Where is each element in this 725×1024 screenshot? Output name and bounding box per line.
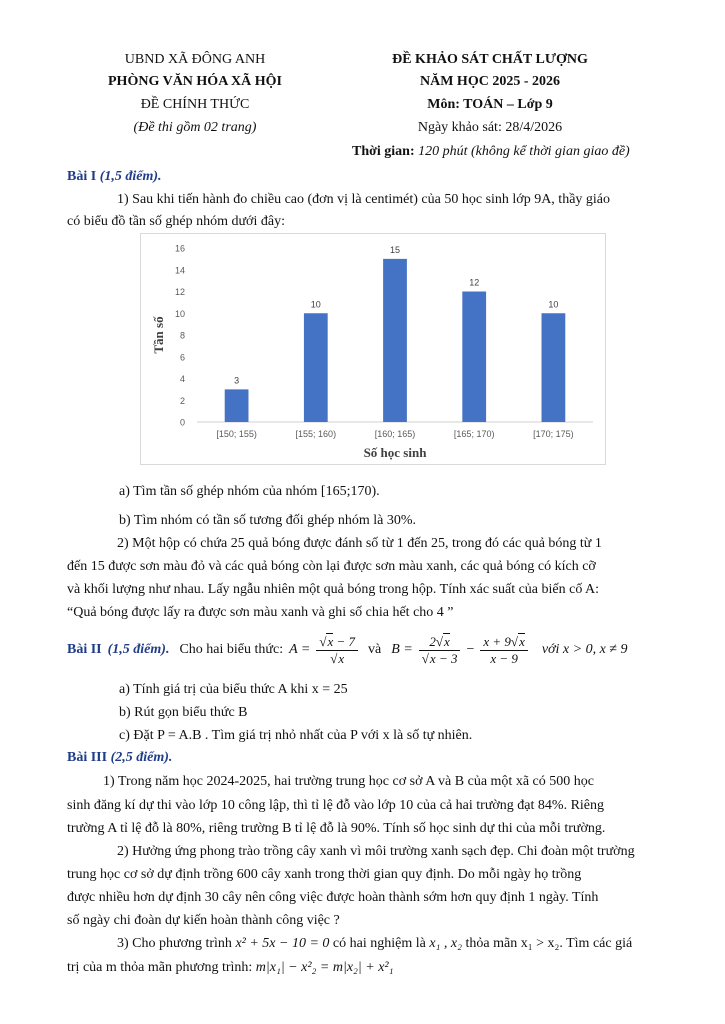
data-label: 12 (469, 277, 480, 288)
frequency-bar-chart (140, 233, 606, 465)
y-tick-label: 2 (179, 395, 185, 406)
bai1-q1-line1: 1) Sau khi tiến hành đo chiều cao (đơn vị là centimét) của 50 học sinh lớp 9A, thầy giáo (117, 192, 611, 207)
bai3-points: (2,5 điểm). (110, 750, 173, 765)
bai3-q3-line2-pre: trị của m thỏa mãn phương trình: (67, 960, 253, 975)
header-left-line-2: PHÒNG VĂN HÓA XÃ HỘI (108, 74, 282, 89)
y-tick-label: 6 (179, 352, 185, 363)
bai1-q2-line4: “Quả bóng được lấy ra được sơn màu xanh và ghi số chia hết cho 4 ” (67, 605, 454, 620)
y-axis-title: Tần số (151, 316, 166, 354)
expr-b1-num-radicand: x (444, 633, 450, 649)
bai3-q2-line1: 2) Hưởng ứng phong trào trồng cây xanh vì môi trường xanh sạch đẹp. Chi đoàn một trường (117, 844, 635, 859)
bai3-title: Bài III (67, 750, 108, 765)
bai1-points: (1,5 điểm). (99, 169, 162, 184)
exam-time (352, 144, 630, 160)
bai3-q3-mid: có hai nghiệm là (332, 936, 426, 951)
x-tick-label: [170; 175) (533, 429, 574, 439)
bai1-qb: b) Tìm nhóm có tần số tương đối ghép nhóm là 30%. (119, 513, 417, 528)
bai1-q2-line3: và khối lượng như nhau. Lấy ngẫu nhiên một quả bóng trong hộp. Tính xác suất của biến cố A: (67, 582, 600, 597)
expr-b1-num-coef: 2 (429, 633, 436, 649)
header-right-line-1: ĐỀ KHẢO SÁT CHẤT LƯỢNG (392, 52, 588, 67)
x-tick-label: [150; 155) (216, 429, 257, 439)
bai1-q1-line2: có biểu đồ tần số ghép nhóm dưới đây: (67, 214, 285, 229)
bai2-qc: c) Đặt P = A.B . Tìm giá trị nhỏ nhất của P với x là số tự nhiên. (119, 728, 473, 743)
expr-b-label: B = (391, 642, 413, 657)
data-label: 15 (389, 244, 401, 255)
expr-b2-den: x − 9 (490, 650, 518, 666)
x-tick-label: [160; 165) (374, 429, 416, 439)
bai2-title: Bài II (67, 642, 102, 657)
bai3-q2-line2: trung học cơ sở dự định trồng 600 cây xanh trong thời gian quy định. Do mỗi ngày họ trồng (67, 867, 582, 882)
header-left-line-1: UBND XÃ ĐÔNG ANH (124, 52, 266, 67)
expr-b1-den-rest: − 3 (435, 650, 458, 666)
expr-b2-num-radicand: x (519, 633, 525, 649)
expr-b-fraction-1: $\frac{2√x}{√x - 3}$ (419, 634, 461, 667)
bai2-condition: với x > 0, x ≠ 9 (541, 642, 628, 657)
bai1-title: Bài I (67, 169, 97, 184)
bai3-q3-line1 (67, 933, 725, 955)
bai3-q1-line1: 1) Trong năm học 2024-2025, hai trường trung học cơ sở A và B của một xã có 500 học (103, 774, 594, 789)
bai3-q3-roots: x₁ , x₂ (429, 936, 462, 951)
bai3-q3-post: thỏa mãn x₁ > x₂. Tìm các giá (465, 936, 633, 951)
bai3-heading (67, 747, 675, 769)
exam-time-label: Thời gian: (352, 144, 415, 159)
x-tick-label: [165; 170) (453, 429, 495, 439)
header-left-line-4: (Đề thi gồm 02 trang) (133, 120, 257, 135)
data-label: 10 (548, 299, 559, 310)
expr-b-minus: − (466, 642, 475, 657)
bai1-heading (67, 166, 675, 188)
bai3-q1-line3: trường A tỉ lệ đỗ là 80%, riêng trường B tỉ lệ đỗ là 90%. Tính số học sinh dự thi của mỗi trường. (67, 821, 606, 836)
bai2-intro: Cho hai biểu thức: (179, 642, 284, 657)
bai2-qb: b) Rút gọn biểu thức B (119, 705, 248, 720)
y-tick-label: 4 (179, 374, 185, 384)
bai3-q3-line2 (67, 957, 675, 979)
y-tick-label: 10 (174, 308, 185, 319)
exam-time-value: 120 phút (không kể thời gian giao đề) (418, 144, 630, 159)
bai2-qa: a) Tính giá trị của biểu thức A khi x = 25 (119, 682, 348, 697)
expr-a-num-radicand: x (327, 633, 334, 649)
y-tick-label: 14 (174, 265, 185, 276)
bai1-q2-line2: đến 15 được sơn màu đỏ và các quả bóng còn lại được sơn màu xanh, các quả bóng có kích cỡ (67, 559, 596, 574)
bai1-qa: a) Tìm tần số ghép nhóm của nhóm [165;170). (119, 484, 380, 499)
bai3-q3-equation: x² + 5x − 10 = 0 (235, 936, 330, 951)
bai3-q2-line3: được nhiều hơn dự định 30 cây nên công việc được hoàn thành sớm hơn quy định 1 ngày. Tính (67, 890, 599, 905)
bar (542, 313, 566, 422)
y-tick-label: 12 (174, 287, 185, 297)
bar (304, 313, 328, 422)
header-right-line-2: NĂM HỌC 2025 - 2026 (420, 74, 560, 89)
chart-svg (141, 234, 605, 464)
bai3-q3-pre: 3) Cho phương trình (117, 936, 232, 951)
x-tick-label: [155; 160) (295, 429, 337, 439)
y-tick-label: 16 (174, 243, 185, 254)
expr-a-den-radicand: x (338, 650, 345, 666)
bar (225, 389, 249, 422)
y-tick-label: 8 (179, 330, 185, 341)
expr-b2-num: x + 9 (483, 633, 511, 649)
bai2-and: và (368, 642, 382, 657)
bai2-points: (1,5 điểm). (107, 642, 170, 657)
bai1-q2-line1: 2) Một hộp có chứa 25 quả bóng được đánh số từ 1 đến 25, trong đó các quả bóng từ 1 (117, 536, 602, 551)
data-label: 10 (310, 299, 321, 310)
bai3-q2-line4: số ngày chi đoàn dự kiến hoàn thành công việc ? (67, 913, 340, 928)
header-right-line-3: Môn: TOÁN – Lớp 9 (427, 97, 553, 112)
expr-b-fraction-2: $\frac{x + 9√x}{x - 9}$ (480, 634, 527, 667)
bai3-q3-line2-eq: m|x₁| − x²₂ = m|x₂| + x²₁ (255, 960, 394, 975)
expr-a-num-rest: − 7 (333, 633, 356, 649)
bar (383, 259, 407, 422)
bar (462, 292, 486, 423)
y-tick-label: 0 (179, 417, 185, 428)
expr-a-fraction: $\frac{√x - 7}{√x}$ (316, 634, 358, 667)
header-left-line-3: ĐỀ CHÍNH THỨC (140, 97, 250, 112)
expr-b1-den-radicand: x (429, 650, 436, 666)
x-axis-title: Số học sinh (363, 445, 427, 460)
data-label: 3 (234, 375, 240, 386)
bai2-heading (67, 630, 627, 670)
expr-a-label: A = (289, 642, 311, 657)
bai3-q1-line2: sinh đăng kí dự thi vào lớp 10 công lập, thì tỉ lệ đỗ vào lớp 10 của cả hai trường đạt 84%. Riêng (67, 798, 605, 813)
header-right-line-4: Ngày khảo sát: 28/4/2026 (417, 120, 563, 135)
